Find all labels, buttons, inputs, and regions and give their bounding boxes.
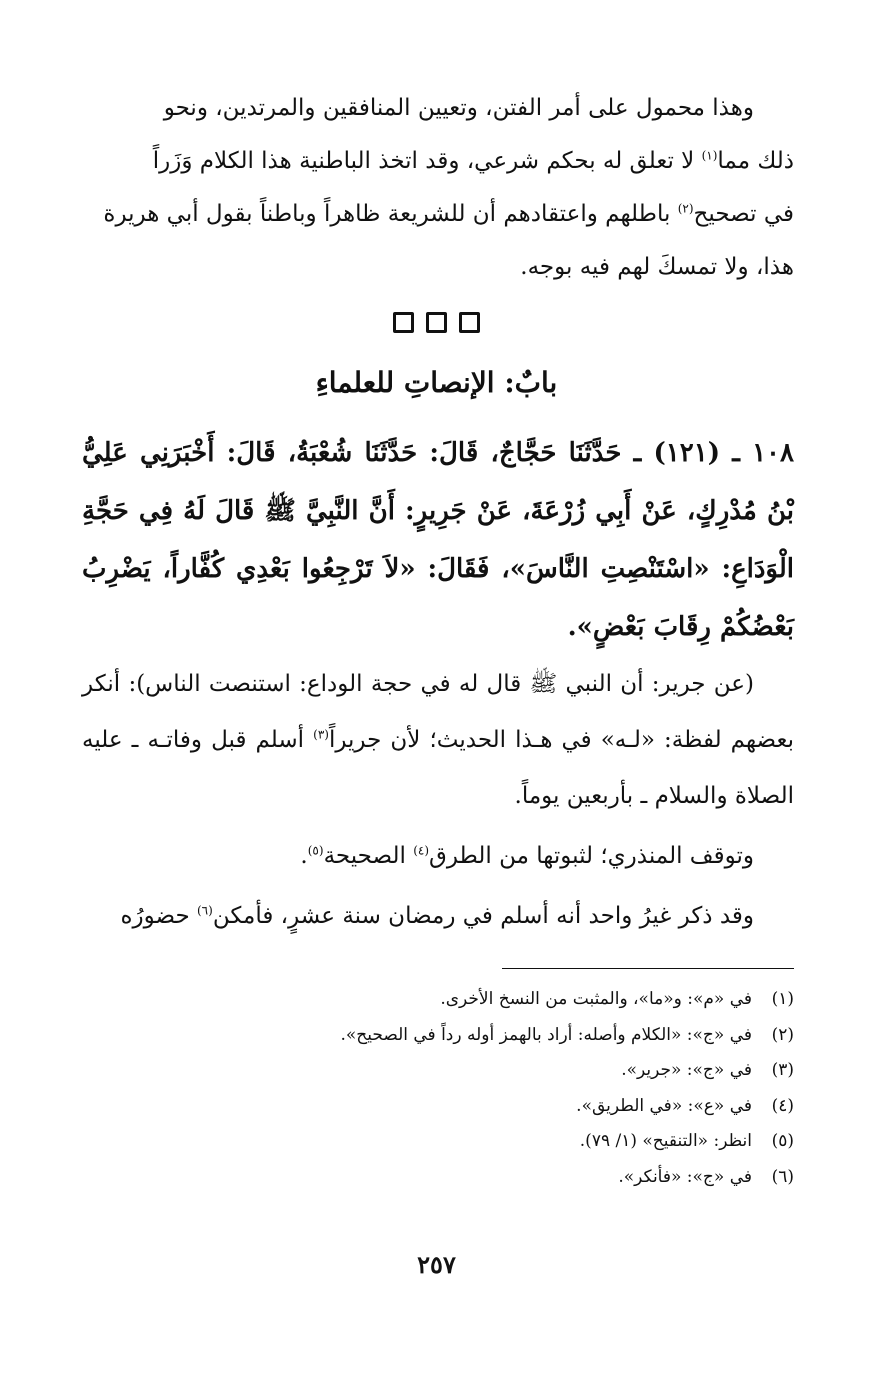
commentary-paragraph-2 xyxy=(82,828,794,884)
footnote-number: (٣) xyxy=(771,1060,794,1080)
intro-line xyxy=(82,241,794,294)
intro-line xyxy=(82,135,794,188)
footnote xyxy=(82,1160,794,1196)
footnote-text: في «ج»: «فأنكر». xyxy=(618,1166,752,1187)
intro-line-2b: لا تعلق له بحكم شرعي، وقد اتخذ الباطنية هذا الكلام وَزَراً xyxy=(152,148,702,174)
commentary-text: حضورُه xyxy=(120,903,197,929)
footnote-ref-1: (١) xyxy=(701,148,718,163)
footnote-text: في «ج»: «جرير». xyxy=(621,1060,752,1080)
chapter-title: بابٌ: الإنصاتِ للعلماءِ xyxy=(315,366,558,399)
commentary-text: وتوقف المنذري؛ لثبوتها من الطرق xyxy=(429,843,754,869)
intro-line xyxy=(82,82,794,135)
footnote-number: (٢) xyxy=(771,1024,794,1045)
hadith-text xyxy=(82,424,794,656)
footnote xyxy=(82,1089,794,1125)
commentary-text: وقد ذكر غيرُ واحد أنه أسلم في رمضان سنة عشرٍ، فأمكن xyxy=(212,903,754,929)
footnote xyxy=(82,1018,794,1054)
footnote-text: في «ج»: «الكلام وأصله: أراد بالهمز أوله رداً في الصحيح». xyxy=(340,1024,752,1045)
commentary-text: الصحيحة xyxy=(323,843,414,869)
footnote-text: انظر: «التنقيح» (١/ ٧٩). xyxy=(579,1131,752,1151)
commentary-text: (عن جرير: أن النبي ﷺ قال له في حجة الوداع: استنصت الناس): أنكر بعضهم لفظة: «لـه» في هـذا الحديث؛ لأن جريراً xyxy=(82,671,794,753)
footnote-ref-5: (٥) xyxy=(307,843,324,858)
intro-line-2a: ذلك مما xyxy=(717,148,794,174)
footnote xyxy=(82,982,794,1018)
footnotes xyxy=(82,982,794,1195)
commentary-paragraph-3 xyxy=(82,888,794,944)
footnote-ref-4: (٤) xyxy=(413,843,430,858)
square-ornament xyxy=(393,312,414,333)
section-divider xyxy=(0,312,873,333)
footnote-number: (١) xyxy=(771,989,794,1009)
footnote-ref-6: (٦) xyxy=(196,903,213,918)
footnote-number: (٦) xyxy=(771,1166,794,1187)
intro-line-1: وهذا محمول على أمر الفتن، وتعيين المنافقين والمرتدين، ونحو xyxy=(163,95,754,121)
footnote-ref-3: (٣) xyxy=(313,727,329,742)
commentary-text: . xyxy=(300,843,308,869)
footnote-text: في «م»: و«ما»، والمثبت من النسخ الأخرى. xyxy=(440,989,752,1009)
square-ornament xyxy=(426,312,447,333)
intro-paragraph xyxy=(82,82,794,294)
page-number: ٢٥٧ xyxy=(417,1250,456,1279)
intro-line-3b: باطلهم واعتقادهم أن للشريعة ظاهراً وباطناً بقول أبي هريرة xyxy=(103,201,678,227)
footnote-text: في «ع»: «في الطريق». xyxy=(576,1095,752,1116)
footnote-separator xyxy=(502,968,794,969)
commentary-text: أسلم قبل وفاتـه ـ عليه الصلاة والسلام ـ بأربعين يوماً. xyxy=(82,727,794,809)
intro-line xyxy=(82,188,794,241)
intro-line-3a: في تصحيح xyxy=(693,201,794,227)
intro-line-4: هذا، ولا تمسكَ لهم فيه بوجه. xyxy=(520,254,794,280)
commentary-paragraph-1 xyxy=(82,656,794,824)
footnote-ref-2: (٢) xyxy=(677,201,694,216)
footnote-number: (٥) xyxy=(771,1131,794,1151)
footnote xyxy=(82,1053,794,1089)
square-ornament xyxy=(459,312,480,333)
footnote-number: (٤) xyxy=(771,1095,794,1116)
footnote xyxy=(82,1124,794,1160)
hadith-paragraph: ١٠٨ ـ (١٢١) ـ حَدَّثَنَا حَجَّاجٌ، قَالَ: حَدَّثَنَا شُعْبَةُ، قَالَ: أَخْبَرَنِي عَلِيُّ بْنُ مُدْرِكٍ، عَنْ أَبِي زُرْعَةَ، عَنْ جَرِيرٍ: أَنَّ النَّبِيَّ ﷺ قَالَ لَهُ فِي حَجَّةِ الْوَدَاعِ: «اسْتَنْصِتِ النَّاسَ»، فَقَالَ: «لاَ تَرْجِعُوا بَعْدِي كُفَّاراً، يَضْرِبُ بَعْضُكُمْ رِقَابَ بَعْضٍ». xyxy=(82,438,794,642)
commentary xyxy=(82,656,794,944)
